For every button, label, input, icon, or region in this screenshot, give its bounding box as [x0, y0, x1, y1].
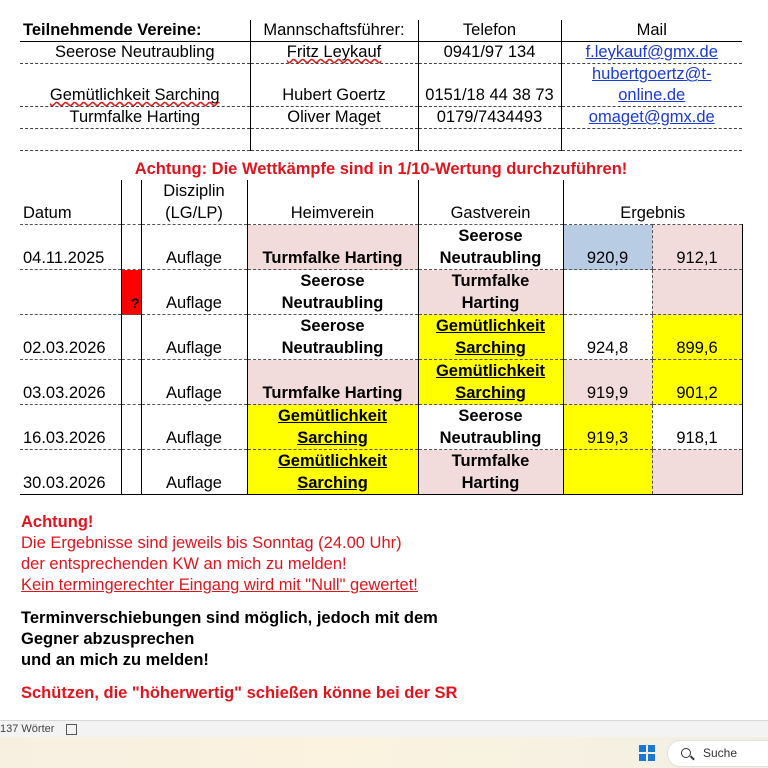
guest-text: Gemütlichkeit Sarching [435, 317, 546, 357]
match-date [20, 270, 121, 315]
notes-line: Gegner abzusprechen [21, 630, 195, 648]
result-home: 919,3 [563, 405, 652, 450]
notes-heading: Achtung! [21, 513, 94, 531]
windows-start-icon[interactable] [639, 745, 655, 761]
header-clubs: Teilnehmende Vereine: [20, 20, 250, 42]
captain-text: Fritz Leykauf [286, 43, 382, 61]
match-guest: Turmfalke Harting [418, 450, 563, 495]
match-home: Turmfalke Harting [247, 225, 418, 270]
match-row [20, 225, 742, 270]
match-home: Turmfalke Harting [247, 360, 418, 405]
club-text: Gemütlichkeit Sarching [49, 86, 220, 104]
match-flag [121, 450, 141, 495]
match-guest: Turmfalke Harting [418, 270, 563, 315]
match-guest [418, 315, 563, 360]
club-row [20, 64, 742, 107]
result-home [563, 270, 652, 315]
captain-name: Hubert Goertz [250, 64, 418, 107]
match-row [20, 270, 742, 315]
mail-link[interactable] [561, 42, 742, 64]
result-guest: 918,1 [652, 405, 742, 450]
match-discipline: Auflage [141, 360, 247, 405]
captain-name [250, 42, 418, 64]
clubs-header-row [20, 20, 742, 42]
header-flag [121, 180, 141, 225]
notes-section [21, 512, 721, 704]
match-home [247, 405, 418, 450]
result-home: 924,8 [563, 315, 652, 360]
club-name: Turmfalke Harting [20, 107, 250, 129]
search-icon [681, 748, 691, 758]
header-result: Ergebnis [563, 180, 742, 225]
header-home: Heimverein [247, 180, 418, 225]
match-date: 02.03.2026 [20, 315, 121, 360]
header-mail: Mail [561, 20, 742, 42]
notes-line: Terminverschiebungen sind möglich, jedoch mit dem [21, 609, 438, 627]
status-bar [0, 720, 768, 737]
header-guest: Gastverein [418, 180, 563, 225]
mail-link[interactable] [561, 64, 742, 107]
match-guest: Seerose Neutraubling [418, 225, 563, 270]
match-date: 03.03.2026 [20, 360, 121, 405]
empty-cell [20, 129, 250, 151]
proofing-icon[interactable] [66, 724, 77, 735]
captain-name: Oliver Maget [250, 107, 418, 129]
match-row [20, 450, 742, 495]
match-guest: Seerose Neutraubling [418, 405, 563, 450]
match-date: 30.03.2026 [20, 450, 121, 495]
notes-line: Die Ergebnisse sind jeweils bis Sonntag (24.00 Uhr) [21, 534, 402, 552]
schedule-header-row [20, 180, 742, 225]
match-flag [121, 270, 141, 315]
search-label: Suche [703, 746, 738, 760]
question-mark: ? [130, 295, 140, 311]
match-row [20, 405, 742, 450]
result-guest: 901,2 [652, 360, 742, 405]
result-guest: 912,1 [652, 225, 742, 270]
warning-line: Achtung: Die Wettkämpfe sind in 1/10-Wertung durchzuführen! [134, 160, 628, 178]
result-guest [652, 270, 742, 315]
club-row [20, 107, 742, 129]
club-row [20, 42, 742, 64]
empty-cell [250, 129, 418, 151]
empty-cell [561, 129, 742, 151]
match-discipline: Auflage [141, 225, 247, 270]
result-home: 919,9 [563, 360, 652, 405]
match-home: Seerose Neutraubling [247, 315, 418, 360]
club-name [20, 64, 250, 107]
match-row [20, 360, 742, 405]
match-date: 04.11.2025 [20, 225, 121, 270]
notes-line: und an mich zu melden! [21, 651, 209, 669]
home-text: Gemütlichkeit Sarching [277, 407, 388, 447]
match-date: 16.03.2026 [20, 405, 121, 450]
taskbar [0, 737, 768, 768]
home-text: Gemütlichkeit Sarching [277, 452, 388, 492]
match-guest [418, 360, 563, 405]
match-flag [121, 225, 141, 270]
match-discipline: Auflage [141, 405, 247, 450]
taskbar-search[interactable] [667, 740, 768, 767]
match-discipline: Auflage [141, 270, 247, 315]
match-discipline: Auflage [141, 315, 247, 360]
mail-link[interactable] [561, 107, 742, 129]
result-guest: 899,6 [652, 315, 742, 360]
result-guest [652, 450, 742, 495]
notes-line: der entsprechenden KW an mich zu melden! [21, 555, 347, 573]
header-date: Datum [20, 180, 121, 225]
result-home [563, 450, 652, 495]
mail-text[interactable]: f.leykauf@gmx.de [585, 43, 718, 61]
result-home: 920,9 [563, 225, 652, 270]
spacer [21, 596, 721, 608]
phone: 0179/7434493 [418, 107, 561, 129]
header-phone: Telefon [418, 20, 561, 42]
notes-line: Schützen, die "höherwertig" schießen könne bei der SR [21, 684, 458, 702]
guest-text: Gemütlichkeit Sarching [435, 362, 546, 402]
club-row-empty [20, 129, 742, 151]
header-discipline: Disziplin (LG/LP) [141, 180, 247, 225]
empty-cell [418, 129, 561, 151]
match-home [247, 450, 418, 495]
match-flag [121, 405, 141, 450]
match-home: Seerose Neutraubling [247, 270, 418, 315]
word-count[interactable]: 137 Wörter [0, 723, 55, 735]
header-captain: Mannschaftsführer: [250, 20, 418, 42]
mail-text[interactable]: omaget@gmx.de [588, 108, 715, 126]
match-flag [121, 360, 141, 405]
match-row [20, 315, 742, 360]
schedule-table [20, 180, 743, 495]
phone: 0941/97 134 [418, 42, 561, 64]
notes-line: Kein termingerechter Eingang wird mit "Null" gewertet! [21, 576, 418, 594]
mail-text[interactable]: hubertgoertz@t-online.de [592, 65, 712, 104]
phone: 0151/18 44 38 73 [418, 64, 561, 107]
clubs-table [20, 20, 742, 151]
spacer [21, 671, 721, 683]
club-name: Seerose Neutraubling [20, 42, 250, 64]
match-discipline: Auflage [141, 450, 247, 495]
match-flag [121, 315, 141, 360]
